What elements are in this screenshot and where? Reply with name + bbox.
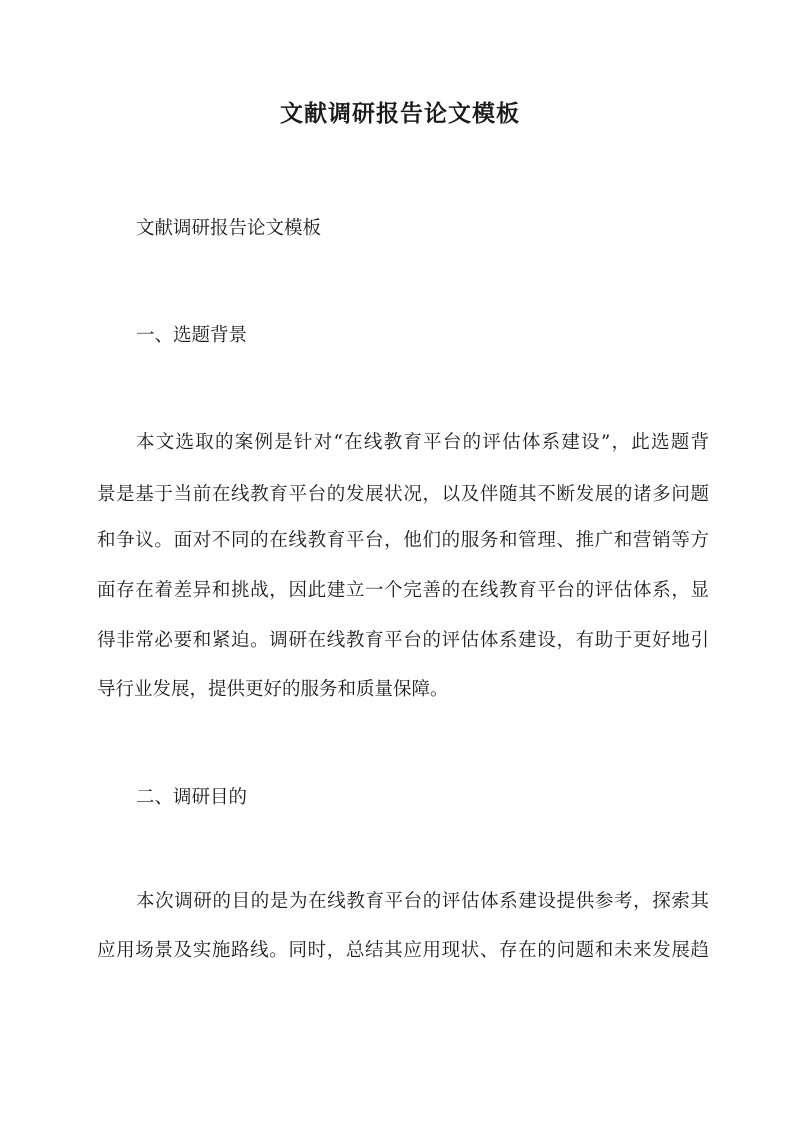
document-title: 文献调研报告论文模板 — [280, 100, 520, 127]
paragraph-line: 应用场景及实施路线。同时，总结其应用现状、存在的问题和未来发展趋 — [97, 940, 709, 961]
paragraph-line: 本次调研的目的是为在线教育平台的评估体系建设提供参考，探索其 — [136, 891, 709, 912]
paragraph-line: 景是基于当前在线教育平台的发展状况，以及伴随其不断发展的诸多问题 — [97, 484, 709, 505]
section-2-heading: 二、调研目的 — [136, 787, 248, 808]
paragraph-line: 本文选取的案例是针对“在线教育平台的评估体系建设”，此选题背 — [136, 432, 709, 453]
paragraph-line: 导行业发展，提供更好的服务和质量保障。 — [97, 679, 449, 700]
paragraph-line: 和争议。面对不同的在线教育平台，他们的服务和管理、推广和营销等方 — [97, 530, 709, 551]
paragraph-line: 得非常必要和紧迫。调研在线教育平台的评估体系建设，有助于更好地引 — [97, 630, 709, 651]
paragraph-line: 面存在着差异和挑战，因此建立一个完善的在线教育平台的评估体系，显 — [97, 580, 709, 601]
section-1-heading: 一、选题背景 — [136, 325, 248, 346]
document-subtitle: 文献调研报告论文模板 — [136, 218, 322, 239]
